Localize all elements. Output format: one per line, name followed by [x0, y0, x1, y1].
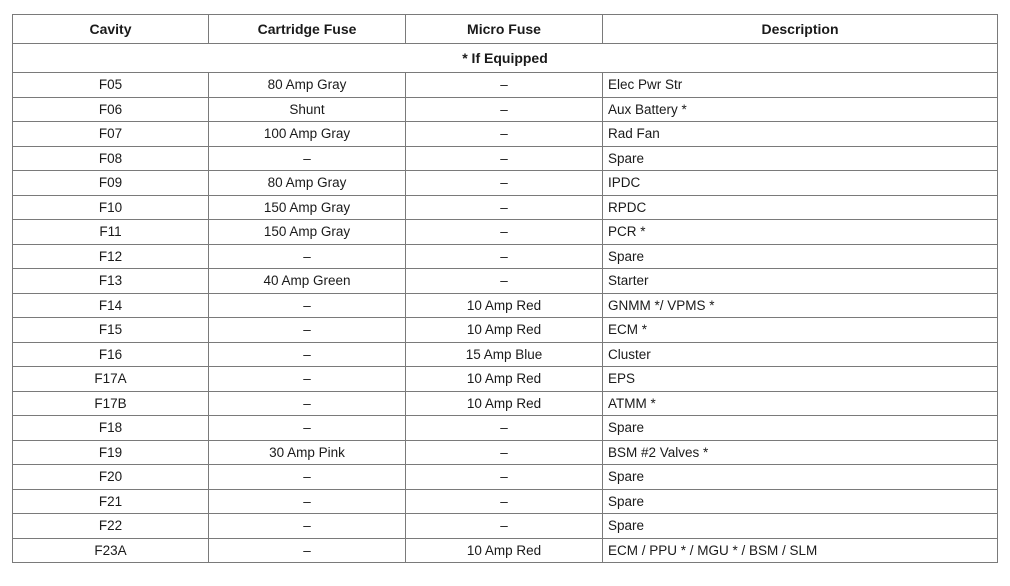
table-row [13, 293, 998, 318]
cell-cavity: F17A [13, 367, 209, 392]
cell-description: ECM * [603, 318, 998, 343]
cell-micro-fuse: – [406, 244, 603, 269]
cell-micro-fuse: – [406, 171, 603, 196]
cell-description: Aux Battery * [603, 97, 998, 122]
cell-cavity: F09 [13, 171, 209, 196]
cell-cartridge-fuse: – [209, 146, 406, 171]
cell-cartridge-fuse: – [209, 318, 406, 343]
cell-cavity: F15 [13, 318, 209, 343]
table-row [13, 440, 998, 465]
cell-micro-fuse: 10 Amp Red [406, 538, 603, 563]
cell-micro-fuse: 10 Amp Red [406, 318, 603, 343]
cell-micro-fuse: – [406, 416, 603, 441]
cell-cartridge-fuse: – [209, 416, 406, 441]
table-row [13, 73, 998, 98]
table-row [13, 342, 998, 367]
cell-cartridge-fuse: 100 Amp Gray [209, 122, 406, 147]
table-header [13, 15, 998, 44]
cell-cavity: F08 [13, 146, 209, 171]
cell-micro-fuse: – [406, 269, 603, 294]
table-row [13, 220, 998, 245]
cell-cavity: F11 [13, 220, 209, 245]
cell-description: Rad Fan [603, 122, 998, 147]
cell-micro-fuse: – [406, 514, 603, 539]
cell-cartridge-fuse: – [209, 342, 406, 367]
table-row [13, 244, 998, 269]
cell-cavity: F06 [13, 97, 209, 122]
cell-cavity: F23A [13, 538, 209, 563]
table-row [13, 269, 998, 294]
cell-micro-fuse: 10 Amp Red [406, 293, 603, 318]
cell-cartridge-fuse: 80 Amp Gray [209, 171, 406, 196]
table-row [13, 391, 998, 416]
cell-cavity: F16 [13, 342, 209, 367]
cell-description: ECM / PPU * / MGU * / BSM / SLM [603, 538, 998, 563]
cell-cavity: F12 [13, 244, 209, 269]
header-row [13, 15, 998, 44]
table-row [13, 514, 998, 539]
if-equipped-note: * If Equipped [13, 44, 998, 73]
cell-cartridge-fuse: 30 Amp Pink [209, 440, 406, 465]
table-row [13, 416, 998, 441]
cell-description: RPDC [603, 195, 998, 220]
cell-cartridge-fuse: 40 Amp Green [209, 269, 406, 294]
cell-cavity: F21 [13, 489, 209, 514]
cell-cartridge-fuse: – [209, 489, 406, 514]
table-row [13, 538, 998, 563]
table-row [13, 367, 998, 392]
cell-micro-fuse: 10 Amp Red [406, 367, 603, 392]
cell-description: Elec Pwr Str [603, 73, 998, 98]
cell-cartridge-fuse: – [209, 293, 406, 318]
cell-cartridge-fuse: – [209, 465, 406, 490]
cell-description: Spare [603, 416, 998, 441]
table-row [13, 122, 998, 147]
cell-micro-fuse: – [406, 97, 603, 122]
cell-description: Spare [603, 465, 998, 490]
cell-description: ATMM * [603, 391, 998, 416]
cell-cavity: F17B [13, 391, 209, 416]
table-body [13, 44, 998, 563]
header-cartridge-fuse: Cartridge Fuse [209, 15, 406, 44]
cell-description: IPDC [603, 171, 998, 196]
cell-micro-fuse: – [406, 465, 603, 490]
cell-micro-fuse: – [406, 489, 603, 514]
cell-micro-fuse: – [406, 146, 603, 171]
cell-micro-fuse: 15 Amp Blue [406, 342, 603, 367]
cell-cavity: F18 [13, 416, 209, 441]
cell-cartridge-fuse: Shunt [209, 97, 406, 122]
cell-micro-fuse: – [406, 122, 603, 147]
header-cavity: Cavity [13, 15, 209, 44]
cell-micro-fuse: – [406, 195, 603, 220]
cell-description: Starter [603, 269, 998, 294]
cell-cavity: F14 [13, 293, 209, 318]
cell-description: Cluster [603, 342, 998, 367]
cell-cartridge-fuse: – [209, 367, 406, 392]
cell-micro-fuse: 10 Amp Red [406, 391, 603, 416]
cell-description: Spare [603, 244, 998, 269]
table-row [13, 146, 998, 171]
table-row [13, 171, 998, 196]
cell-cartridge-fuse: 80 Amp Gray [209, 73, 406, 98]
cell-cartridge-fuse: – [209, 244, 406, 269]
cell-description: PCR * [603, 220, 998, 245]
cell-micro-fuse: – [406, 220, 603, 245]
cell-cartridge-fuse: – [209, 514, 406, 539]
cell-cartridge-fuse: – [209, 391, 406, 416]
cell-cartridge-fuse: 150 Amp Gray [209, 220, 406, 245]
cell-description: BSM #2 Valves * [603, 440, 998, 465]
cell-description: Spare [603, 514, 998, 539]
cell-description: GNMM */ VPMS * [603, 293, 998, 318]
cell-cavity: F22 [13, 514, 209, 539]
cell-cavity: F10 [13, 195, 209, 220]
cell-cavity: F13 [13, 269, 209, 294]
note-row [13, 44, 998, 73]
fuse-table [12, 14, 998, 563]
table-row [13, 465, 998, 490]
table-row [13, 97, 998, 122]
table-row [13, 195, 998, 220]
cell-description: Spare [603, 146, 998, 171]
cell-cartridge-fuse: 150 Amp Gray [209, 195, 406, 220]
cell-micro-fuse: – [406, 440, 603, 465]
cell-cavity: F07 [13, 122, 209, 147]
header-micro-fuse: Micro Fuse [406, 15, 603, 44]
cell-cavity: F20 [13, 465, 209, 490]
cell-cavity: F05 [13, 73, 209, 98]
cell-micro-fuse: – [406, 73, 603, 98]
table-row [13, 318, 998, 343]
header-description: Description [603, 15, 998, 44]
cell-description: Spare [603, 489, 998, 514]
cell-description: EPS [603, 367, 998, 392]
table-row [13, 489, 998, 514]
cell-cavity: F19 [13, 440, 209, 465]
cell-cartridge-fuse: – [209, 538, 406, 563]
